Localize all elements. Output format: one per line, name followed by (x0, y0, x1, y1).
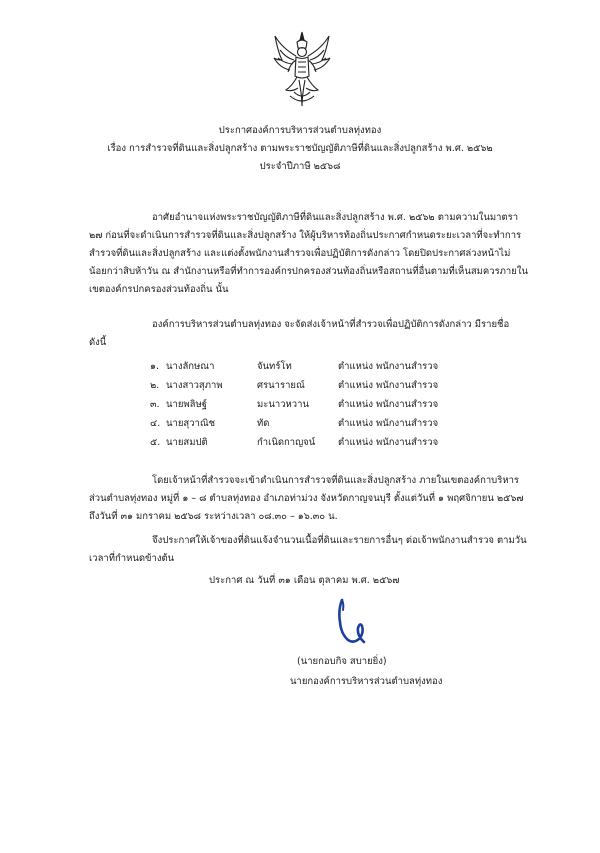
para2-line2: ดังนี้ (89, 337, 107, 348)
para3-line1: โดยเจ้าหน้าที่สำรวจจะเข้าดำเนินการสำรวจที่ดินและสิ่งปลูกสร้าง ภายในเขตองค์กาบริหาร (152, 475, 520, 486)
staff-position: ตำแหน่ง พนักงานสำรวจ (338, 380, 439, 391)
staff-first-name: นายสุวาณิช (166, 418, 216, 429)
para3-line3: ถึงวันที่ ๓๑ มกราคม ๒๕๖๘ ระหว่างเวลา ๐๘.๓๐ – ๑๖.๓๐ น. (89, 511, 338, 522)
staff-no: ๓. (150, 399, 160, 410)
staff-position: ตำแหน่ง พนักงานสำรวจ (338, 437, 439, 448)
para4-line2: เวลาที่กำหนดข้างต้น (89, 553, 175, 564)
announce-date: ประกาศ ณ วันที่ ๓๑ เดือน ตุลาคม พ.ศ. ๒๕๖๗ (209, 575, 400, 586)
staff-first-name: นางลักษณา (166, 361, 215, 372)
staff-last-name: มะนาวหวาน (257, 399, 309, 410)
para3-line2: ส่วนตำบลทุ่งทอง หมู่ที่ ๑ – ๘ ตำบลทุ่งทอง อำเภอท่าม่วง จังหวัดกาญจนบุรี ตั้งแต่วันที่ ๑ พฤศจิกายน ๒๕๖๗ (89, 493, 524, 504)
garuda-emblem-icon (272, 30, 332, 108)
staff-no: ๕. (150, 437, 161, 448)
signatory-position: นายกองค์การบริหารส่วนตำบลทุ่งทอง (290, 676, 443, 687)
para1-line1: อาศัยอำนาจแห่งพระราชบัญญัติภาษีที่ดินและสิ่งปลูกสร้าง พ.ศ. ๒๕๖๒ ตามความในมาตรา (152, 212, 519, 223)
tax-year: ประจำปีภาษี ๒๕๖๘ (259, 161, 341, 172)
announcement-title: ประกาศองค์การบริหารส่วนตำบลทุ่งทอง (218, 125, 382, 136)
para2-line1: องค์การบริหารส่วนตำบลทุ่งทอง จะจัดส่งเจ้าหน้าที่สำรวจเพื่อปฏิบัติการดังกล่าว มีรายชื่อ (152, 319, 510, 330)
staff-no: ๑. (150, 361, 160, 372)
staff-last-name: ศรนารายณ์ (257, 380, 305, 391)
staff-no: ๒. (150, 380, 160, 391)
staff-position: ตำแหน่ง พนักงานสำรวจ (338, 361, 439, 372)
staff-last-name: กำเนิดกาญจน์ (257, 437, 316, 448)
para1-line5: เขตองค์กรปกครองส่วนท้องถิ่น นั้น (89, 284, 229, 295)
staff-first-name: นางสาวสุภาพ (166, 380, 223, 391)
staff-position: ตำแหน่ง พนักงานสำรวจ (338, 418, 439, 429)
signatory-name: (นายกอบกิจ สบายยิ่ง) (297, 656, 387, 667)
staff-last-name: จันทร์โท (257, 361, 292, 372)
para1-line3: สำรวจที่ดินและสิ่งปลูกสร้าง และแต่งตั้งพนักงานสำรวจเพื่อปฏิบัติการดังกล่าว โดยปิดประกาศล่วงหน้าไม่ (89, 248, 511, 259)
para4-line1: จึงประกาศให้เจ้าของที่ดินแจ้งจำนวนเนื้อที่ดินและรายการอื่นๆ ต่อเจ้าพนักงานสำรวจ ตามวัน (152, 535, 527, 546)
staff-first-name: นายสมปติ (166, 437, 208, 448)
para1-line2: ๒๗ ก่อนที่จะดำเนินการสำรวจที่ดินและสิ่งปลูกสร้าง ให้ผู้บริหารท้องถิ่นประกาศกำหนดระยะเวลาที่จะทำการ (89, 230, 522, 241)
para1-line4: น้อยกว่าสิบห้าวัน ณ สำนักงานหรือที่ทำการองค์กรปกครองส่วนท้องถิ่นหรือสถานที่อื่นตามที่เห็นสมควรภายใน (89, 266, 528, 277)
staff-position: ตำแหน่ง พนักงานสำรวจ (338, 399, 439, 410)
staff-last-name: ทัด (257, 418, 270, 429)
announcement-subject: เรื่อง การสำรวจที่ดินและสิ่งปลูกสร้าง ตามพระราชบัญญัติภาษีที่ดินและสิ่งปลูกสร้าง พ.ศ. ๒๕๖๒ (107, 143, 493, 154)
staff-no: ๔. (150, 418, 161, 429)
handwritten-signature (330, 596, 370, 648)
staff-first-name: นายพลิษฐ์ (166, 399, 207, 410)
